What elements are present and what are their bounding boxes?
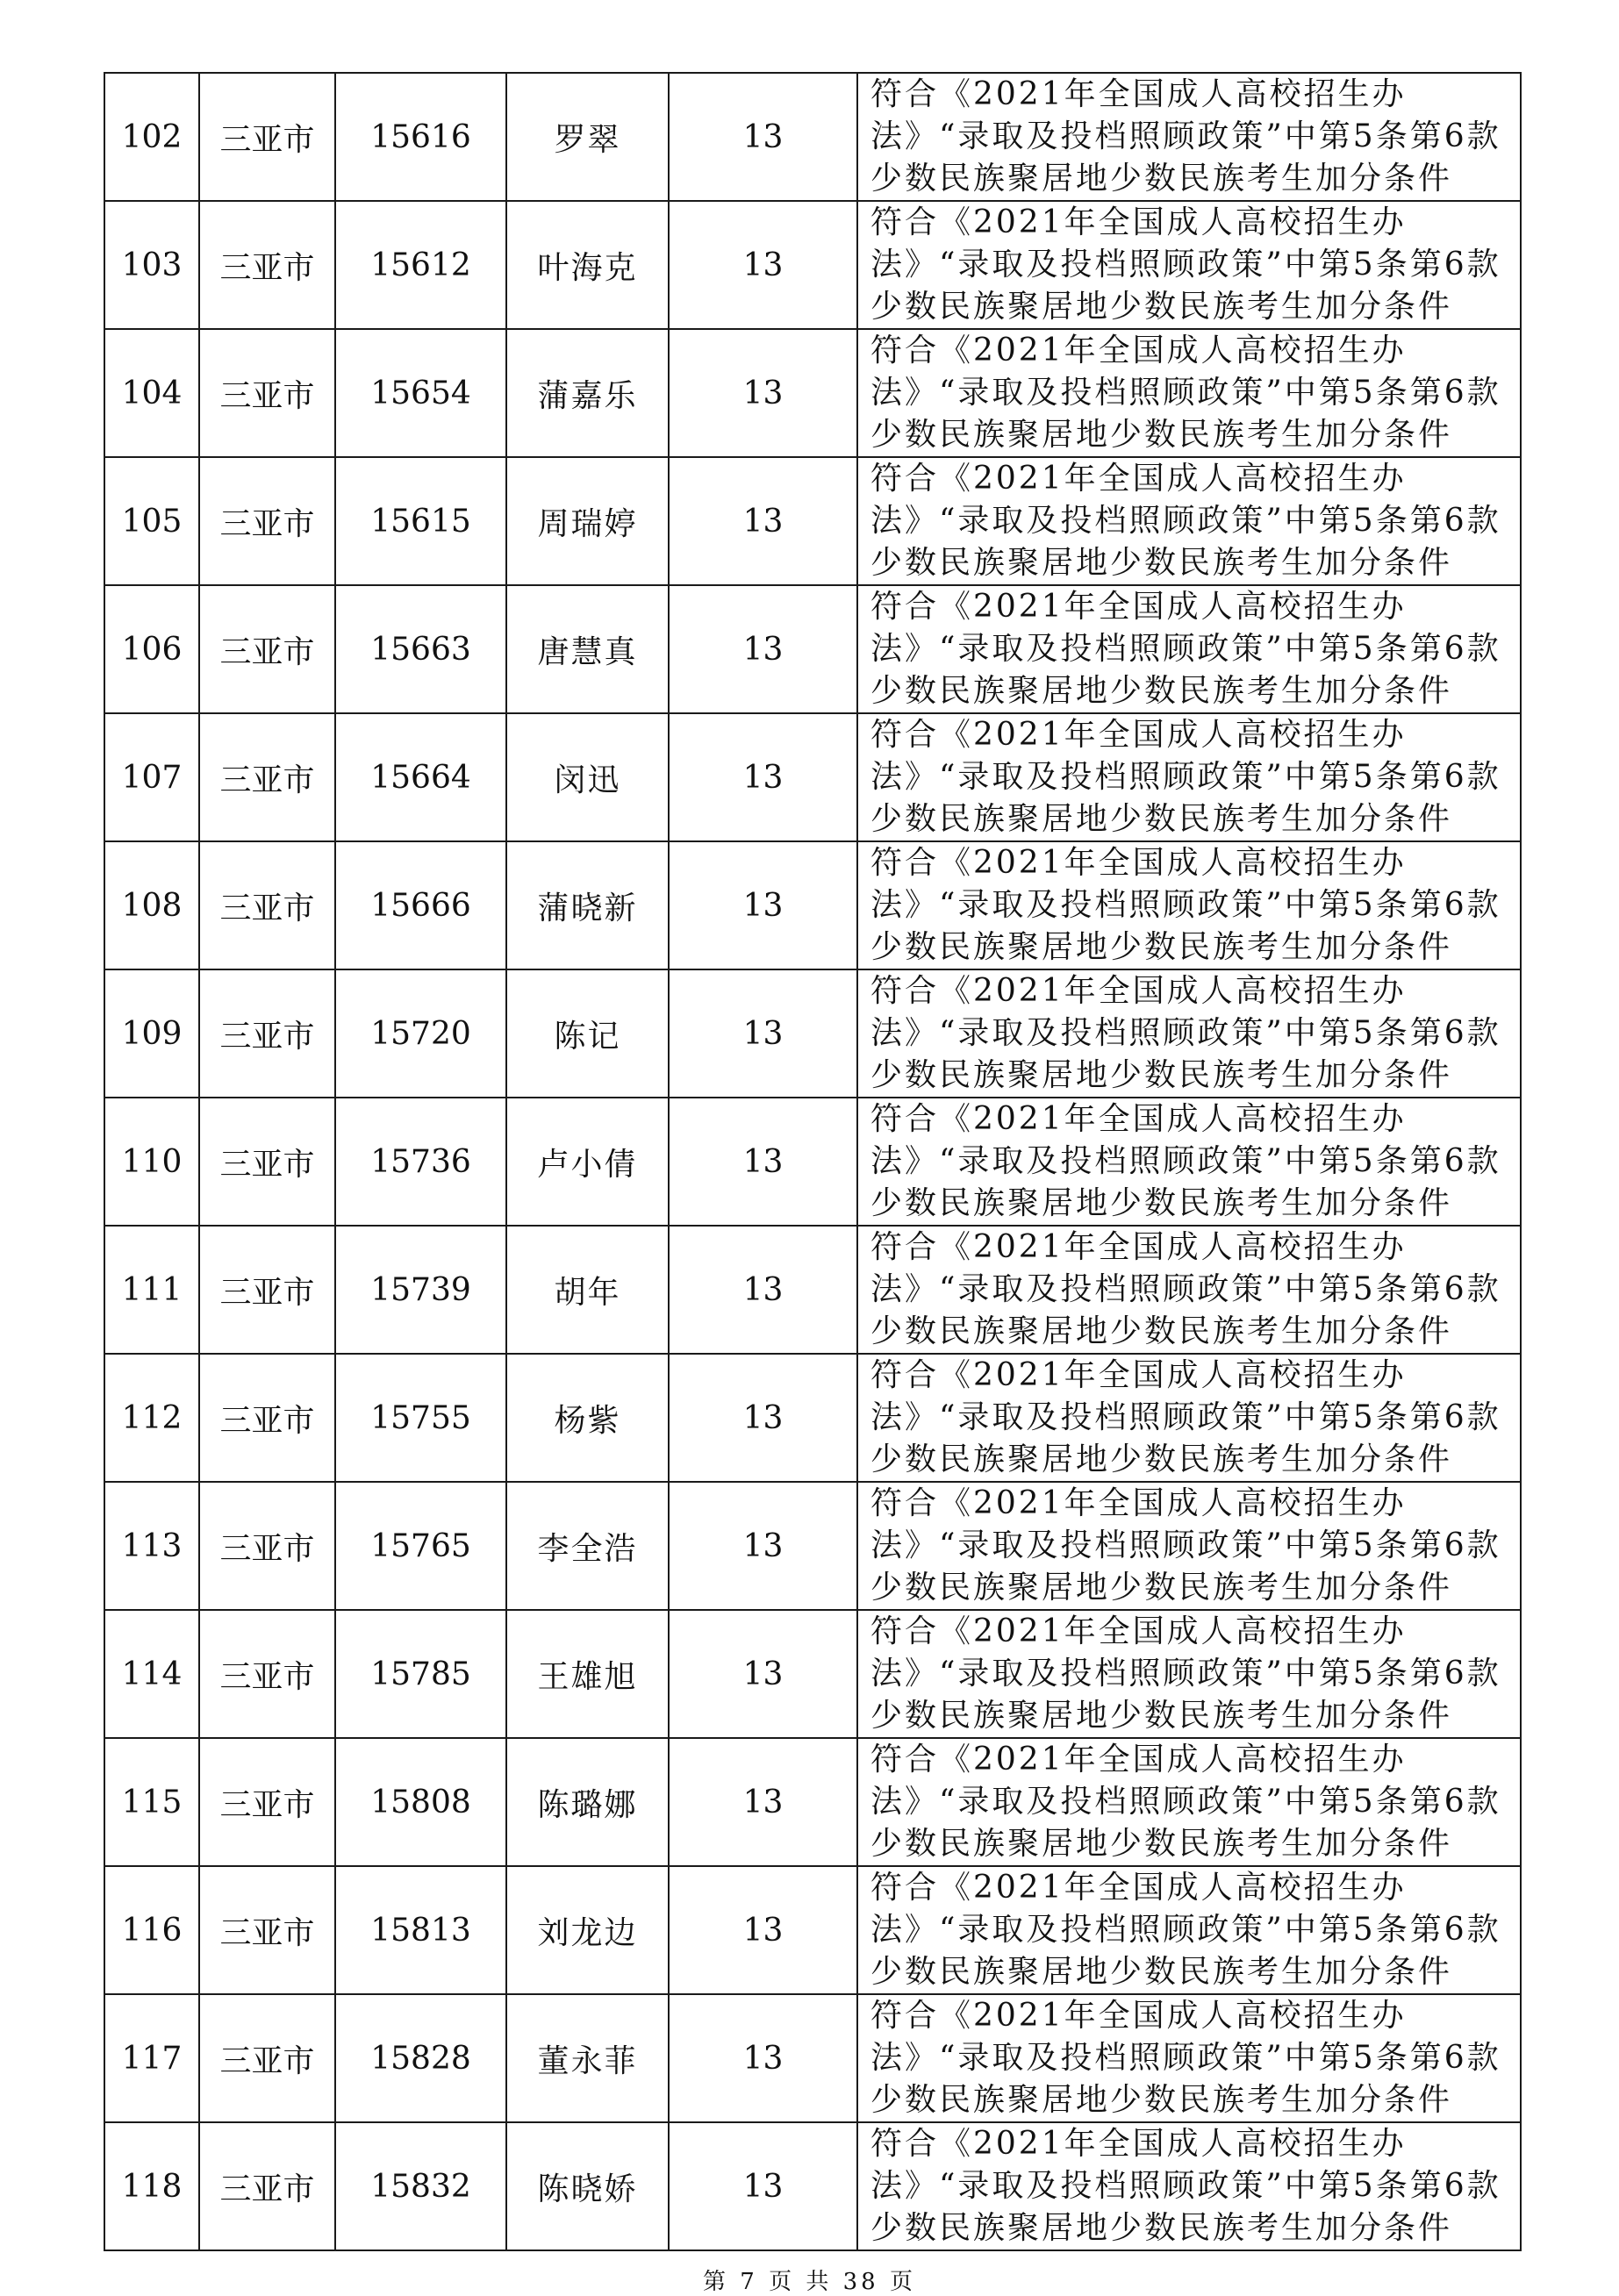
table-row	[104, 1482, 1521, 1610]
candidate-name-cell: 陈晓娇	[506, 2122, 669, 2250]
city-cell: 三亚市	[199, 1098, 335, 1226]
eligibility-note-cell: 符合《2021年全国成人高校招生办法》“录取及投档照顾政策”中第5条第6款少数民族聚居地少数民族考生加分条件	[857, 1098, 1521, 1226]
city-cell: 三亚市	[199, 457, 335, 585]
bonus-score-cell: 13	[669, 2122, 857, 2250]
table-row	[104, 969, 1521, 1098]
eligibility-note-cell: 符合《2021年全国成人高校招生办法》“录取及投档照顾政策”中第5条第6款少数民族聚居地少数民族考生加分条件	[857, 329, 1521, 457]
table-row	[104, 457, 1521, 585]
table-row	[104, 1866, 1521, 1994]
city-cell: 三亚市	[199, 329, 335, 457]
city-cell: 三亚市	[199, 1866, 335, 1994]
city-cell: 三亚市	[199, 841, 335, 969]
candidate-name-cell: 刘龙边	[506, 1866, 669, 1994]
city-cell: 三亚市	[199, 1354, 335, 1482]
bonus-score-cell: 13	[669, 1994, 857, 2122]
row-number: 116	[104, 1866, 199, 1994]
candidate-name-cell: 叶海克	[506, 201, 669, 329]
candidate-name-cell: 罗翠	[506, 73, 669, 201]
eligibility-note-cell: 符合《2021年全国成人高校招生办法》“录取及投档照顾政策”中第5条第6款少数民族聚居地少数民族考生加分条件	[857, 713, 1521, 841]
city-cell: 三亚市	[199, 969, 335, 1098]
candidate-id-cell: 15664	[335, 713, 506, 841]
city-cell: 三亚市	[199, 1994, 335, 2122]
bonus-score-cell: 13	[669, 1738, 857, 1866]
candidate-id-cell: 15666	[335, 841, 506, 969]
candidate-name-cell: 卢小倩	[506, 1098, 669, 1226]
row-number: 113	[104, 1482, 199, 1610]
bonus-score-cell: 13	[669, 713, 857, 841]
candidate-id-cell: 15765	[335, 1482, 506, 1610]
row-number: 111	[104, 1226, 199, 1354]
table-row	[104, 1610, 1521, 1738]
candidate-id-cell: 15808	[335, 1738, 506, 1866]
table-row	[104, 1738, 1521, 1866]
candidate-id-cell: 15612	[335, 201, 506, 329]
eligibility-note-cell: 符合《2021年全国成人高校招生办法》“录取及投档照顾政策”中第5条第6款少数民族聚居地少数民族考生加分条件	[857, 2122, 1521, 2250]
bonus-score-cell: 13	[669, 1610, 857, 1738]
candidate-id-cell: 15736	[335, 1098, 506, 1226]
eligibility-note-cell: 符合《2021年全国成人高校招生办法》“录取及投档照顾政策”中第5条第6款少数民族聚居地少数民族考生加分条件	[857, 1482, 1521, 1610]
bonus-score-cell: 13	[669, 1226, 857, 1354]
table-row	[104, 1098, 1521, 1226]
bonus-score-cell: 13	[669, 1098, 857, 1226]
candidate-id-cell: 15785	[335, 1610, 506, 1738]
bonus-score-cell: 13	[669, 585, 857, 713]
row-number: 105	[104, 457, 199, 585]
candidate-name-cell: 杨紫	[506, 1354, 669, 1482]
eligibility-note-cell: 符合《2021年全国成人高校招生办法》“录取及投档照顾政策”中第5条第6款少数民族聚居地少数民族考生加分条件	[857, 841, 1521, 969]
candidate-id-cell: 15755	[335, 1354, 506, 1482]
eligibility-note-cell: 符合《2021年全国成人高校招生办法》“录取及投档照顾政策”中第5条第6款少数民族聚居地少数民族考生加分条件	[857, 1226, 1521, 1354]
eligibility-note-cell: 符合《2021年全国成人高校招生办法》“录取及投档照顾政策”中第5条第6款少数民族聚居地少数民族考生加分条件	[857, 969, 1521, 1098]
candidate-name-cell: 陈记	[506, 969, 669, 1098]
bonus-score-cell: 13	[669, 1866, 857, 1994]
table-row	[104, 329, 1521, 457]
eligibility-note-cell: 符合《2021年全国成人高校招生办法》“录取及投档照顾政策”中第5条第6款少数民族聚居地少数民族考生加分条件	[857, 1610, 1521, 1738]
bonus-score-cell: 13	[669, 1482, 857, 1610]
eligibility-note-cell: 符合《2021年全国成人高校招生办法》“录取及投档照顾政策”中第5条第6款少数民族聚居地少数民族考生加分条件	[857, 1994, 1521, 2122]
row-number: 115	[104, 1738, 199, 1866]
candidate-table	[104, 72, 1522, 2251]
table-row	[104, 1354, 1521, 1482]
city-cell: 三亚市	[199, 1482, 335, 1610]
bonus-score-cell: 13	[669, 329, 857, 457]
row-number: 110	[104, 1098, 199, 1226]
candidate-name-cell: 唐慧真	[506, 585, 669, 713]
row-number: 118	[104, 2122, 199, 2250]
bonus-score-cell: 13	[669, 1354, 857, 1482]
city-cell: 三亚市	[199, 2122, 335, 2250]
eligibility-note-cell: 符合《2021年全国成人高校招生办法》“录取及投档照顾政策”中第5条第6款少数民族聚居地少数民族考生加分条件	[857, 73, 1521, 201]
table-row	[104, 1994, 1521, 2122]
row-number: 117	[104, 1994, 199, 2122]
table-row	[104, 2122, 1521, 2250]
candidate-id-cell: 15813	[335, 1866, 506, 1994]
eligibility-note-cell: 符合《2021年全国成人高校招生办法》“录取及投档照顾政策”中第5条第6款少数民族聚居地少数民族考生加分条件	[857, 1866, 1521, 1994]
row-number: 103	[104, 201, 199, 329]
bonus-score-cell: 13	[669, 841, 857, 969]
city-cell: 三亚市	[199, 1738, 335, 1866]
candidate-id-cell: 15663	[335, 585, 506, 713]
candidate-id-cell: 15654	[335, 329, 506, 457]
row-number: 104	[104, 329, 199, 457]
candidate-id-cell: 15828	[335, 1994, 506, 2122]
table-body	[104, 73, 1521, 2250]
table-row	[104, 201, 1521, 329]
candidate-name-cell: 王雄旭	[506, 1610, 669, 1738]
city-cell: 三亚市	[199, 1226, 335, 1354]
candidate-name-cell: 李全浩	[506, 1482, 669, 1610]
page-footer: 第 7 页 共 38 页	[703, 2269, 916, 2295]
row-number: 107	[104, 713, 199, 841]
candidate-id-cell: 15832	[335, 2122, 506, 2250]
table-row	[104, 585, 1521, 713]
bonus-score-cell: 13	[669, 969, 857, 1098]
row-number: 109	[104, 969, 199, 1098]
eligibility-note-cell: 符合《2021年全国成人高校招生办法》“录取及投档照顾政策”中第5条第6款少数民族聚居地少数民族考生加分条件	[857, 585, 1521, 713]
eligibility-note-cell: 符合《2021年全国成人高校招生办法》“录取及投档照顾政策”中第5条第6款少数民族聚居地少数民族考生加分条件	[857, 457, 1521, 585]
eligibility-note-cell: 符合《2021年全国成人高校招生办法》“录取及投档照顾政策”中第5条第6款少数民族聚居地少数民族考生加分条件	[857, 1738, 1521, 1866]
bonus-score-cell: 13	[669, 73, 857, 201]
bonus-score-cell: 13	[669, 457, 857, 585]
city-cell: 三亚市	[199, 73, 335, 201]
candidate-name-cell: 闵迅	[506, 713, 669, 841]
candidate-name-cell: 胡年	[506, 1226, 669, 1354]
table-row	[104, 73, 1521, 201]
row-number: 114	[104, 1610, 199, 1738]
row-number: 112	[104, 1354, 199, 1482]
bonus-score-cell: 13	[669, 201, 857, 329]
city-cell: 三亚市	[199, 713, 335, 841]
table-row	[104, 841, 1521, 969]
candidate-id-cell: 15739	[335, 1226, 506, 1354]
table-row	[104, 1226, 1521, 1354]
city-cell: 三亚市	[199, 585, 335, 713]
table-row	[104, 713, 1521, 841]
candidate-name-cell: 董永菲	[506, 1994, 669, 2122]
row-number: 102	[104, 73, 199, 201]
candidate-name-cell: 周瑞婷	[506, 457, 669, 585]
city-cell: 三亚市	[199, 201, 335, 329]
row-number: 106	[104, 585, 199, 713]
city-cell: 三亚市	[199, 1610, 335, 1738]
row-number: 108	[104, 841, 199, 969]
candidate-id-cell: 15615	[335, 457, 506, 585]
candidate-id-cell: 15616	[335, 73, 506, 201]
candidate-name-cell: 蒲嘉乐	[506, 329, 669, 457]
eligibility-note-cell: 符合《2021年全国成人高校招生办法》“录取及投档照顾政策”中第5条第6款少数民族聚居地少数民族考生加分条件	[857, 201, 1521, 329]
candidate-name-cell: 陈璐娜	[506, 1738, 669, 1866]
eligibility-note-cell: 符合《2021年全国成人高校招生办法》“录取及投档照顾政策”中第5条第6款少数民族聚居地少数民族考生加分条件	[857, 1354, 1521, 1482]
candidate-id-cell: 15720	[335, 969, 506, 1098]
candidate-name-cell: 蒲晓新	[506, 841, 669, 969]
